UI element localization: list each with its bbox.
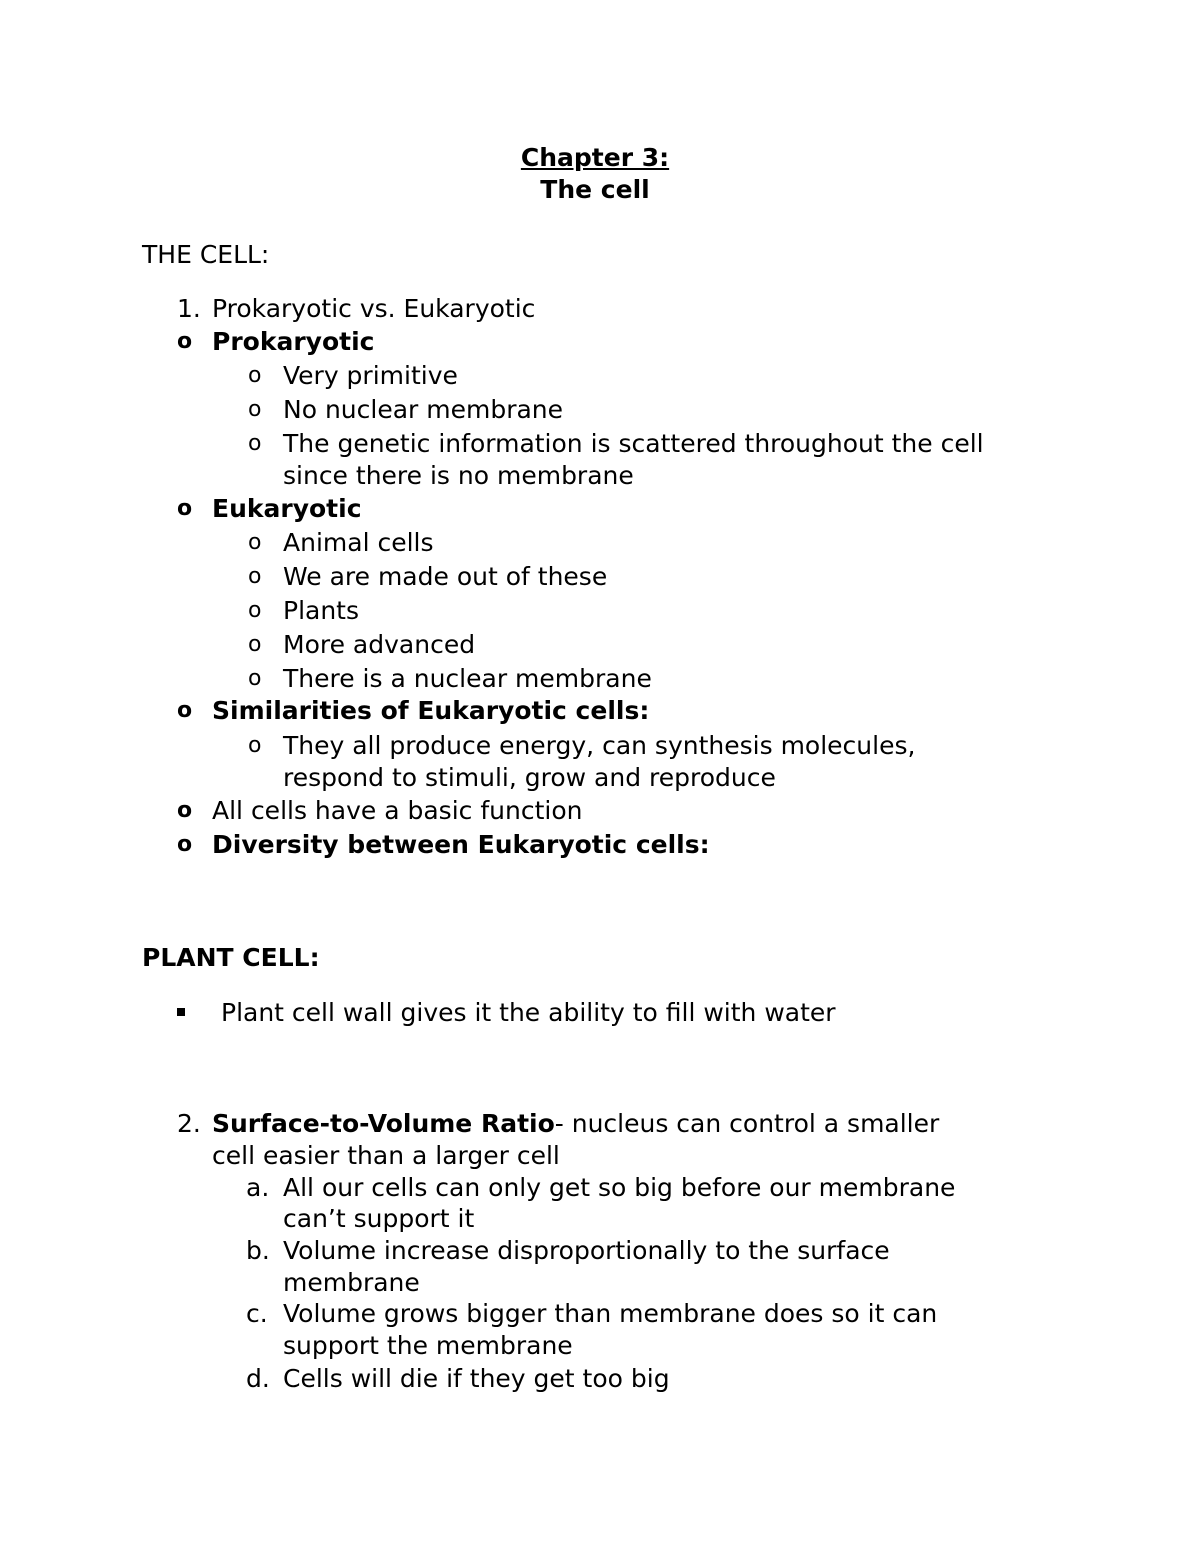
list-item-continuation: respond to stimuli, grow and reproduce <box>283 763 776 792</box>
square-bullet-icon <box>177 1008 185 1016</box>
list-item: We are made out of these <box>283 562 608 591</box>
bullet-marker: o <box>177 832 193 857</box>
list-item-basic-function: All cells have a basic function <box>212 796 583 825</box>
list-number-1: 1. <box>177 294 201 323</box>
ratio-definition: - nucleus can control a smaller <box>554 1109 940 1138</box>
section-heading-the-cell: THE CELL: <box>142 240 270 269</box>
bullet-marker: o <box>177 798 193 823</box>
subheading-eukaryotic: Eukaryotic <box>212 494 362 523</box>
list-item: Plants <box>283 596 360 625</box>
bullet-marker: o <box>248 733 262 758</box>
subheading-prokaryotic: Prokaryotic <box>212 327 375 356</box>
bullet-marker: o <box>248 397 262 422</box>
ratio-definition-continuation: cell easier than a larger cell <box>212 1141 560 1170</box>
ratio-term: Surface-to-Volume Ratio <box>212 1109 555 1138</box>
list-item: There is a nuclear membrane <box>283 664 652 693</box>
list-item: All our cells can only get so big before our membrane <box>283 1173 956 1202</box>
list-item: Volume increase disproportionally to the surface <box>283 1236 890 1265</box>
bullet-marker: o <box>248 530 262 555</box>
list-item: Very primitive <box>283 361 458 390</box>
list-item-prokaryotic-vs-eukaryotic: Prokaryotic vs. Eukaryotic <box>212 294 536 323</box>
bullet-marker: o <box>177 329 193 354</box>
list-item: Animal cells <box>283 528 434 557</box>
list-item: They all produce energy, can synthesis molecules, <box>283 731 916 760</box>
ratio-definition-line <box>212 1109 939 1139</box>
bullet-marker: o <box>177 698 193 723</box>
bullet-marker: o <box>248 564 262 589</box>
list-number-2: 2. <box>177 1109 201 1138</box>
bullet-marker: o <box>248 431 262 456</box>
bullet-marker: o <box>248 666 262 691</box>
subheading-similarities: Similarities of Eukaryotic cells: <box>212 696 650 725</box>
bullet-marker: o <box>248 632 262 657</box>
list-item-plant-cell-wall: Plant cell wall gives it the ability to fill with water <box>221 998 836 1027</box>
chapter-number: Chapter 3: <box>520 143 670 172</box>
bullet-marker: o <box>248 598 262 623</box>
list-item-continuation: support the membrane <box>283 1331 573 1360</box>
list-item: No nuclear membrane <box>283 395 564 424</box>
list-letter: b. <box>246 1236 270 1265</box>
list-item-continuation: can’t support it <box>283 1204 475 1233</box>
bullet-marker: o <box>248 363 262 388</box>
subheading-diversity: Diversity between Eukaryotic cells: <box>212 830 710 859</box>
list-item: The genetic information is scattered throughout the cell <box>283 429 984 458</box>
list-letter: a. <box>246 1173 270 1202</box>
list-item: Volume grows bigger than membrane does so it can <box>283 1299 938 1328</box>
section-heading-plant-cell: PLANT CELL: <box>142 943 320 972</box>
list-item: Cells will die if they get too big <box>283 1364 670 1393</box>
list-item-continuation: since there is no membrane <box>283 461 634 490</box>
chapter-title: The cell <box>540 175 650 204</box>
list-letter: d. <box>246 1364 270 1393</box>
bullet-marker: o <box>177 496 193 521</box>
list-letter: c. <box>246 1299 268 1328</box>
list-item: More advanced <box>283 630 476 659</box>
list-item-continuation: membrane <box>283 1268 420 1297</box>
